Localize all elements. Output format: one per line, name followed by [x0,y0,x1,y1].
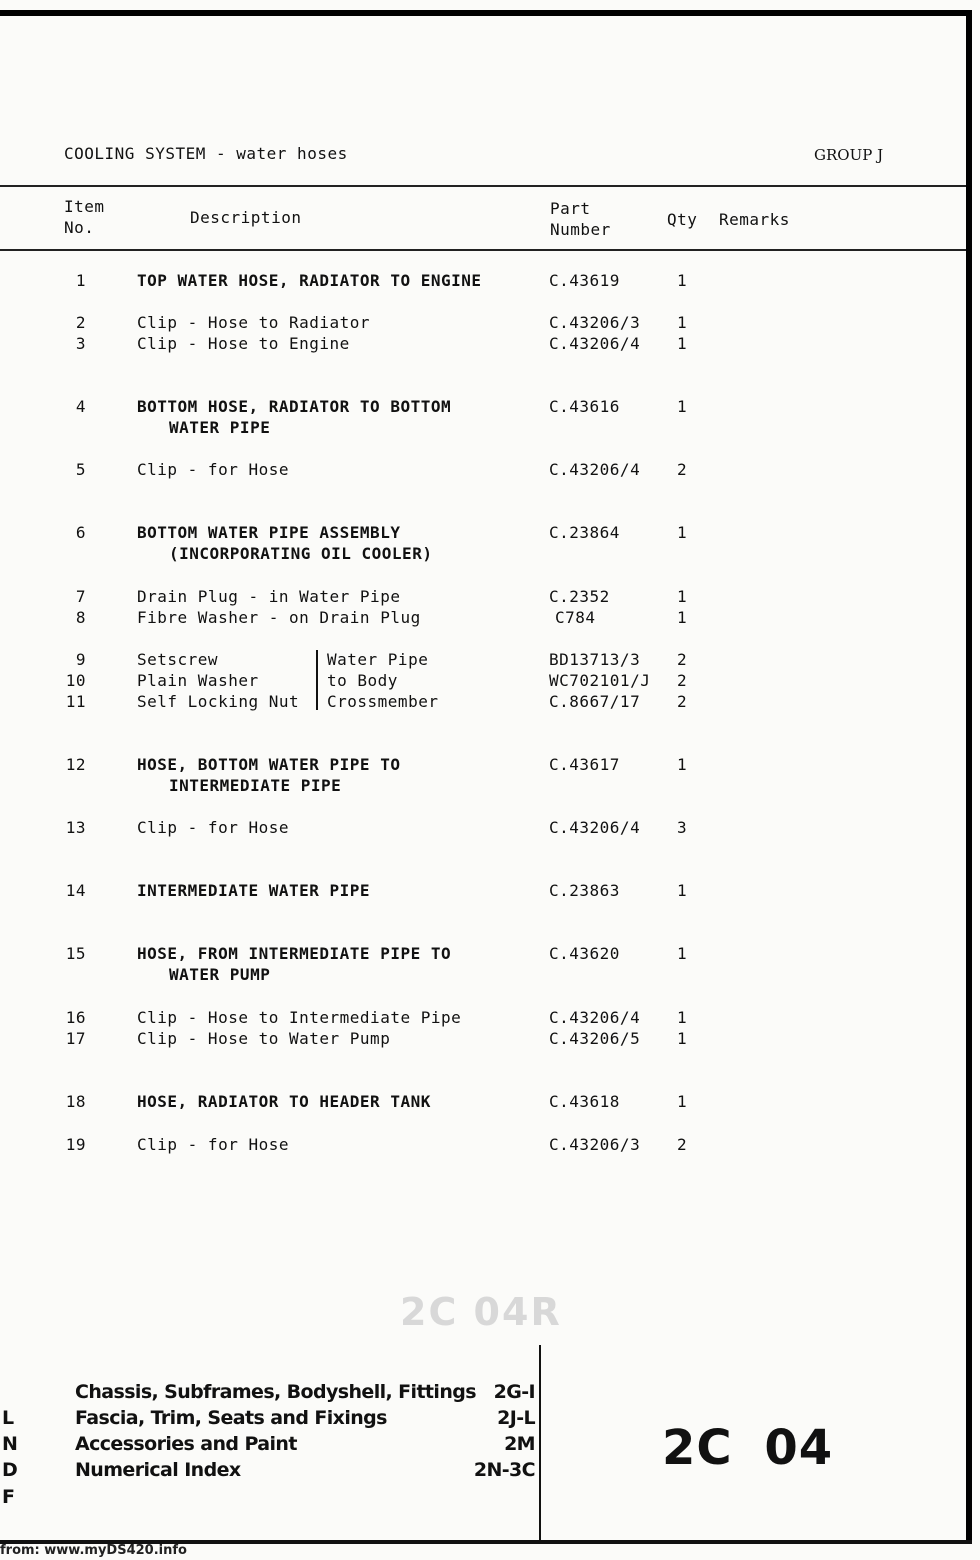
item-number: 3 [75,334,86,353]
item-description: Clip - Hose to Radiator [137,313,371,332]
edge-letter: F [2,1486,15,1508]
part-number: C.43616 [549,397,620,416]
part-number: C.23864 [549,523,620,542]
item-number: 17 [65,1029,86,1048]
item-number: 9 [75,650,86,669]
header-rule-bottom [0,249,966,251]
parts-list-page: COOLING SYSTEM - water hoses GROUP J Item No. Description Part Number Qty Remarks 1 TOP WATER HOSE, RADIATOR TO ENGINE C.43619 1 2 Clip - Hose to Radiator C.43206/3 1 3 Clip - Hose to Engine C.43206/4 1 4 BOTTOM HOSE, RADIATOR TO BOTTOM WATER PIPE C.43616 1 5 Clip - for Hose C.43206/4 2 6 BOTTOM WATER PIPE ASSEMBLY (INCORPORATING OIL COOLER) C.23864 1 7 Drain Plug - in Water Pipe C.2352 1 8 Fibre Washer - on Drain Plug C784 1 9 Setscrew Water Pipe BD13713/3 2 10 Plain Washer to Body WC702101/J 2 11 Self Locking Nut Crossmember C.8667/17 2 12 HOSE, BOTTOM WATER PIPE TO INTERMEDIATE PIPE C.43617 1 13 Clip - for Hose C.43206/4 3 14 INTERMEDIATE WATER PIPE C.23863 1 15 HOSE, FROM INTERMEDIATE PIPE TO WATER PUMP C.43620 1 16 Clip - Hose to Intermediate Pipe C.43206/4 1 17 Clip - Hose to Water Pump C.43206/5 1 18 HOSE, RADIATOR TO HEADER TANK C.43618 1 19 Clip - for Hose C.43206/3 2 2C 04R Chassis, Subframes, Bodyshell, Fittings 2G-I Fascia, Trim, Seats and Fixings 2J-L Accessories and Paint 2M Numerical Index 2N-3C L N D F 2C 04 from: www.myDS420.info [0,0,980,1560]
part-number: C.43619 [549,271,620,290]
item-number: 10 [65,671,86,690]
item-description: Clip - for Hose [137,460,289,479]
section-title: COOLING SYSTEM - water hoses [64,144,348,163]
part-number: C.43206/4 [549,334,641,353]
fiche-number: 2C 04 [662,1420,834,1476]
part-number: WC702101/J [549,671,651,690]
grouping-bracket [316,650,318,710]
item-number: 16 [65,1008,86,1027]
edge-letter: L [2,1407,15,1429]
column-header-qty: Qty [667,210,698,229]
quantity: 1 [677,1029,688,1048]
header-rule-top [0,185,966,187]
item-description: HOSE, RADIATOR TO HEADER TANK [137,1092,431,1111]
item-description: Self Locking Nut [137,692,300,711]
item-number: 13 [65,818,86,837]
item-number: 5 [75,460,86,479]
part-number: C.43206/5 [549,1029,641,1048]
source-credit: from: www.myDS420.info [0,1543,187,1558]
item-description: Setscrew [137,650,219,669]
quantity: 1 [677,523,688,542]
item-number: 18 [65,1092,86,1111]
part-number: C.43617 [549,755,620,774]
item-description-location: Crossmember [327,692,439,711]
part-number: C.43206/4 [549,460,641,479]
quantity: 1 [677,1092,688,1111]
quantity: 1 [677,313,688,332]
edge-letter: D [2,1459,18,1481]
item-description: Clip - Hose to Water Pump [137,1029,391,1048]
item-number: 6 [75,523,86,542]
part-number: C.2352 [549,587,610,606]
item-number: 2 [75,313,86,332]
index-divider [539,1345,541,1540]
quantity: 1 [677,944,688,963]
item-description: Plain Washer [137,671,259,690]
item-description: BOTTOM HOSE, RADIATOR TO BOTTOM WATER PIPE [137,397,452,437]
quantity: 1 [677,755,688,774]
top-border [0,10,972,16]
item-number: 1 [75,271,86,290]
quantity: 1 [677,397,688,416]
item-description-location: Water Pipe [327,650,429,669]
quantity: 3 [677,818,688,837]
item-number: 12 [65,755,86,774]
group-label: GROUP J [814,146,884,164]
column-header-remarks: Remarks [719,210,790,229]
quantity: 1 [677,1008,688,1027]
item-description: Clip - Hose to Engine [137,334,350,353]
part-number: C.8667/17 [549,692,641,711]
column-header-part-number: Part Number [550,199,611,239]
column-header-item: Item No. [64,197,105,237]
item-description: Clip - for Hose [137,1135,289,1154]
item-number: 8 [75,608,86,627]
quantity: 2 [677,460,688,479]
part-number: C.43618 [549,1092,620,1111]
item-description: INTERMEDIATE WATER PIPE [137,881,371,900]
item-description: Clip - Hose to Intermediate Pipe [137,1008,462,1027]
right-border [966,10,972,1542]
quantity: 2 [677,650,688,669]
quantity: 2 [677,671,688,690]
part-number: C.43206/4 [549,1008,641,1027]
edge-letter: N [2,1433,18,1455]
quantity: 1 [677,271,688,290]
quantity: 2 [677,1135,688,1154]
item-description: BOTTOM WATER PIPE ASSEMBLY (INCORPORATING OIL COOLER) [137,523,433,563]
part-number: C784 [555,608,596,627]
part-number: C.23863 [549,881,620,900]
item-number: 19 [65,1135,86,1154]
item-description: HOSE, BOTTOM WATER PIPE TO INTERMEDIATE PIPE [137,755,401,795]
quantity: 1 [677,881,688,900]
part-number: C.43206/4 [549,818,641,837]
part-number: C.43206/3 [549,1135,641,1154]
item-number: 11 [65,692,86,711]
quantity: 1 [677,608,688,627]
item-description: Drain Plug - in Water Pipe [137,587,401,606]
item-number: 4 [75,397,86,416]
faint-stamp: 2C 04R [400,1290,562,1334]
quantity: 1 [677,334,688,353]
item-description: TOP WATER HOSE, RADIATOR TO ENGINE [137,271,482,290]
part-number: BD13713/3 [549,650,641,669]
item-number: 7 [75,587,86,606]
item-description: HOSE, FROM INTERMEDIATE PIPE TO WATER PUMP [137,944,452,984]
item-description-location: to Body [327,671,398,690]
item-number: 15 [65,944,86,963]
quantity: 1 [677,587,688,606]
item-description: Fibre Washer - on Drain Plug [137,608,421,627]
part-number: C.43620 [549,944,620,963]
item-number: 14 [65,881,86,900]
part-number: C.43206/3 [549,313,641,332]
item-description: Clip - for Hose [137,818,289,837]
quantity: 2 [677,692,688,711]
column-header-description: Description [190,208,302,227]
